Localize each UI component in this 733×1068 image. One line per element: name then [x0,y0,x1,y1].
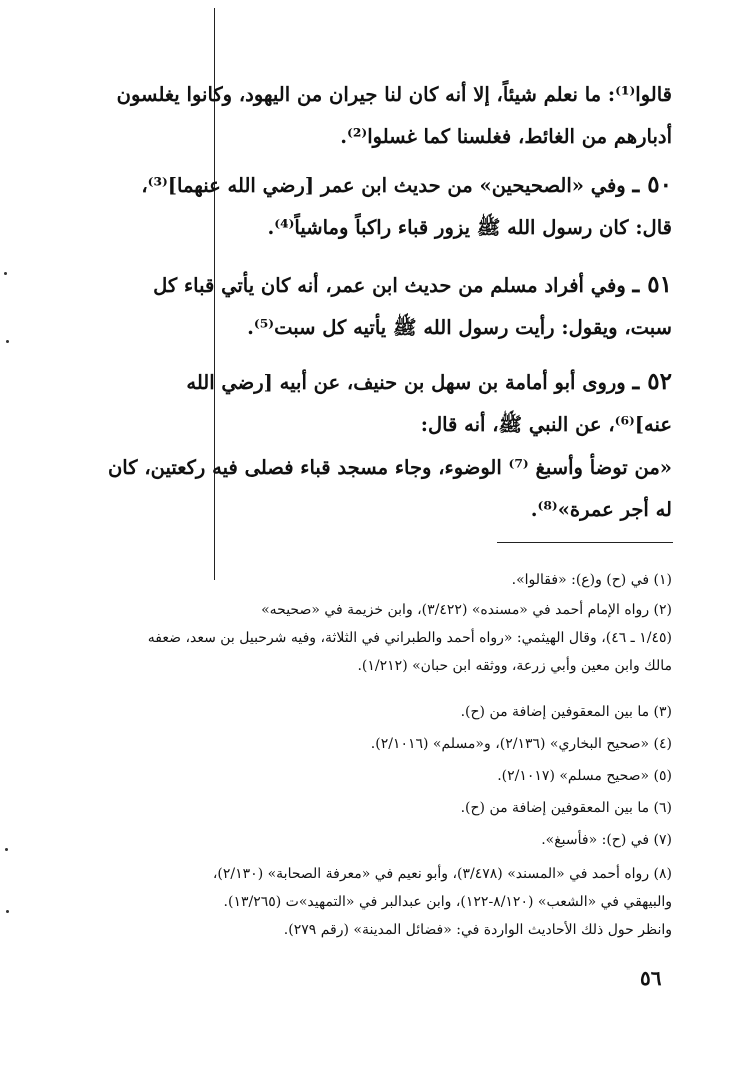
paragraph-52 [96,361,672,446]
hadith-quote [96,447,672,531]
paragraph-intro [96,74,672,158]
footnote-line: (١/٤٥ ـ ٤٦)، وقال الهيثمي: «رواه أحمد والطبراني في الثلاثة، وفيه شرحبيل بن سعد، ضعفه [147,630,672,646]
footnote-2 [96,596,672,680]
paragraph-50 [96,164,672,249]
footnote-8 [96,860,672,944]
paragraph-number: ٥١ ـ [632,271,672,298]
footnote-1: (١) في (ح) و(ع): «فقالوا». [511,572,672,588]
scan-speck [6,340,9,343]
scan-speck [6,910,9,913]
footnote-line: مالك وابن معين وأبي زرعة، ووثقه ابن حبان» (١/٢١٢). [357,658,672,674]
page-number: ٥٦ [640,966,662,990]
footnote-4: (٤) «صحيح البخاري» (٢/١٣٦)، و«مسلم» (٢/١٠١٦). [370,736,672,752]
footnote-line: (٢) رواه الإمام أحمد في «مسنده» (٣/٤٢٢)، وابن خزيمة في «صحيحه» [261,602,672,618]
text-line: أدبارهم من الغائط، فغلسنا كما غسلوا⁽²⁾. [340,125,672,148]
footnote-6: (٦) ما بين المعقوفين إضافة من (ح). [460,800,672,816]
paragraph-51 [96,264,672,349]
text-line: سبت، ويقول: رأيت رسول الله ﷺ يأتيه كل سبت⁽⁵⁾. [247,316,672,339]
footnote-separator [497,542,673,543]
text-line: قال: كان رسول الله ﷺ يزور قباء راكباً وماشياً⁽⁴⁾. [267,216,672,239]
scan-speck [4,272,7,275]
footnote-7: (٧) في (ح): «فأسبغ». [541,832,672,848]
paragraph-number: ٥٠ ـ [632,171,672,198]
text-line: «من توضأ وأسبغ ⁽⁷⁾ الوضوء، وجاء مسجد قباء فصلى فيه ركعتين، كان [107,456,672,479]
footnote-line: والبيهقي في «الشعب» (٨/١٢٠-١٢٢)، وابن عبدالبر في «التمهيد»ت (١٣/٢٦٥). [223,894,672,910]
footnote-line: وانظر حول ذلك الأحاديث الواردة في: «فضائل المدينة» (رقم ٢٧٩). [283,922,672,938]
text-line: وروى أبو أمامة بن سهل بن حنيف، عن أبيه [رضي الله [186,371,626,394]
text-line: وفي أفراد مسلم من حديث ابن عمر، أنه كان يأتي قباء كل [153,274,626,297]
footnote-3: (٣) ما بين المعقوفين إضافة من (ح). [460,704,672,720]
paragraph-number: ٥٢ ـ [632,368,672,395]
footnote-line: (٨) رواه أحمد في «المسند» (٣/٤٧٨)، وأبو نعيم في «معرفة الصحابة» (٢/١٣٠)، [212,866,672,882]
text-line: له أجر عمرة»⁽⁸⁾. [530,498,672,521]
text-line: قالوا⁽¹⁾: ما نعلم شيئاً، إلا أنه كان لنا جيران من اليهود، وكانوا يغلسون [116,83,672,106]
footnote-5: (٥) «صحيح مسلم» (٢/١٠١٧). [497,768,672,784]
text-line: عنه]⁽⁶⁾، عن النبي ﷺ، أنه قال: [420,413,672,436]
scan-speck [5,848,8,851]
text-line: وفي «الصحيحين» من حديث ابن عمر [رضي الله عنهما]⁽³⁾، [141,174,626,197]
